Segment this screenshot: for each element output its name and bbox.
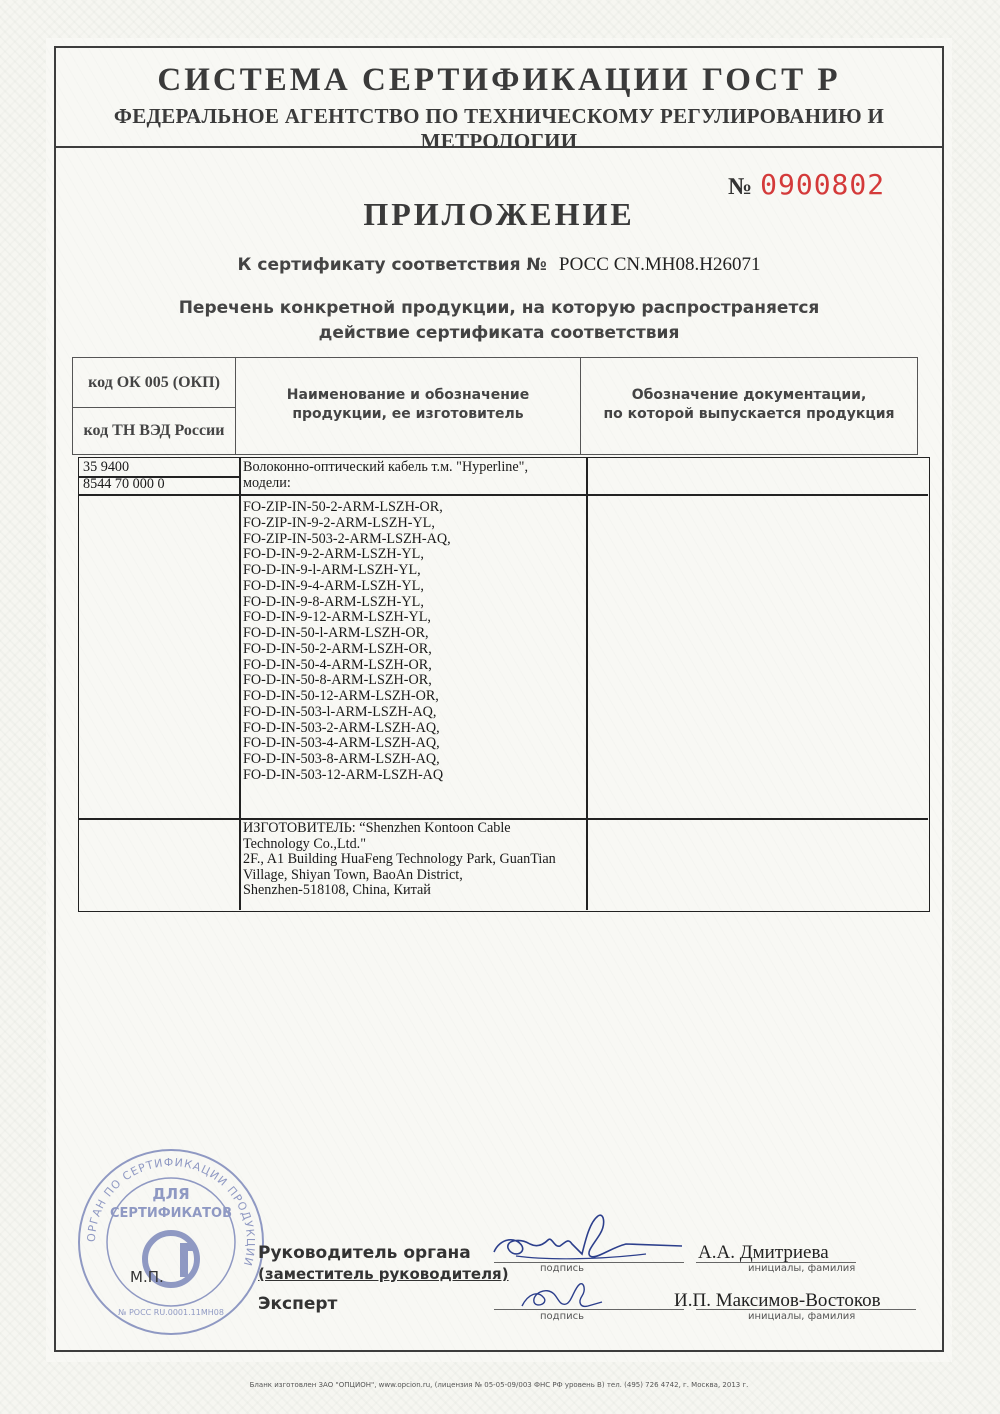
tnved-code: 8544 70 000 0 <box>83 476 165 492</box>
header-documentation-line-1: Обозначение документации, <box>631 387 867 403</box>
table-header <box>72 357 918 455</box>
stamp-text-line-1: ДЛЯ <box>152 1185 190 1203</box>
manufacturer-line: 2F., A1 Building HuaFeng Technology Park, GuanTian <box>243 851 556 867</box>
model-item: FO-D-IN-503-12-ARM-LSZH-AQ <box>243 766 444 783</box>
model-item: FO-D-IN-9-12-ARM-LSZH-YL, <box>243 609 431 626</box>
header-cell-product <box>236 358 581 454</box>
header-product-line-1: Наименование и обозначение <box>286 387 530 403</box>
certificate-reference <box>54 254 944 276</box>
head-signature <box>486 1208 686 1268</box>
expert-name: И.П. Максимов-Востоков <box>674 1290 881 1311</box>
manufacturer-line: Village, Shiyan Town, BaoAn District, <box>243 866 463 883</box>
manufacturer-line: Shenzhen-518108, China, Китай <box>243 882 431 898</box>
scope-text <box>54 296 944 346</box>
model-item: FO-D-IN-9-4-ARM-LSZH-YL, <box>243 577 424 594</box>
header-cell-tnved <box>73 408 236 454</box>
column-divider <box>239 458 241 910</box>
expert-label: Эксперт <box>258 1294 338 1314</box>
serial-value: 0900802 <box>760 168 886 201</box>
agency-title: ФЕДЕРАЛЬНОЕ АГЕНТСТВО ПО ТЕХНИЧЕСКОМУ РЕГУЛИРОВАНИЮ И МЕТРОЛОГИИ <box>113 104 885 153</box>
manufacturer-info <box>243 821 588 899</box>
header-documentation-line-2: по которой выпускается продукция <box>603 406 895 422</box>
header-tnved-label: код ТН ВЭД России <box>83 422 225 439</box>
official-stamp <box>76 1147 266 1337</box>
stamp-bottom-text: № РОСС RU.0001.11MH08 <box>118 1308 224 1317</box>
model-item: FO-D-IN-50-4-ARM-LSZH-OR, <box>243 656 432 673</box>
model-item: FO-D-IN-9-8-ARM-LSZH-YL, <box>243 593 424 610</box>
model-item: FO-D-IN-50-12-ARM-LSZH-OR, <box>243 688 439 704</box>
okp-code: 35 9400 <box>83 459 130 475</box>
stamp-ring-text: ОРГАН ПО СЕРТИФИКАЦИИ ПРОДУКЦИИ <box>84 1155 258 1269</box>
model-item: FO-D-IN-9-l-ARM-LSZH-YL, <box>243 562 421 578</box>
system-title: СИСТЕМА СЕРТИФИКАЦИИ ГОСТ Р <box>157 62 841 98</box>
header-cell-documentation <box>581 358 917 454</box>
expert-signature <box>516 1276 606 1314</box>
header-okp-label: код ОК 005 (ОКП) <box>88 374 220 391</box>
stamp-text-line-2: СЕРТИФИКАТОВ <box>110 1206 232 1221</box>
scope-line-1: Перечень конкретной продукции, на которую распространяется <box>178 298 820 318</box>
model-item: FO-ZIP-IN-503-2-ARM-LSZH-AQ, <box>243 530 451 547</box>
certificate-number: РОСС CN.MH08.H26071 <box>558 254 761 275</box>
model-item: FO-D-IN-50-8-ARM-LSZH-OR, <box>243 672 432 689</box>
header-documentation-label <box>581 386 917 424</box>
model-item: FO-ZIP-IN-50-2-ARM-LSZH-OR, <box>243 499 443 515</box>
signature-caption-expert: подпись <box>540 1311 584 1322</box>
model-list <box>243 500 588 784</box>
product-table <box>78 457 930 912</box>
certificate-label: К сертификату соответствия № <box>237 255 547 275</box>
signature-caption-head: подпись <box>540 1263 584 1274</box>
head-name: А.А. Дмитриева <box>698 1242 829 1263</box>
model-item: FO-D-IN-50-l-ARM-LSZH-OR, <box>243 625 429 641</box>
mp-label: М.П. <box>130 1268 164 1286</box>
deputy-label: (заместитель руководителя) <box>258 1265 509 1283</box>
product-name-line-1: Волоконно-оптический кабель т.м. "Hyperline", <box>243 459 529 475</box>
scope-line-2: действие сертификата соответствия <box>318 323 680 343</box>
product-name-line-2: модели: <box>243 474 291 491</box>
manufacturer-line: Technology Co.,Ltd." <box>243 835 367 852</box>
name-caption-expert: инициалы, фамилия <box>748 1311 856 1322</box>
row-divider <box>79 494 928 496</box>
model-item: FO-D-IN-503-8-ARM-LSZH-AQ, <box>243 751 440 767</box>
header-product-line-2: продукции, ее изготовитель <box>292 406 524 422</box>
name-caption-head: инициалы, фамилия <box>748 1263 856 1274</box>
model-item: FO-D-IN-503-l-ARM-LSZH-AQ, <box>243 703 437 720</box>
product-name <box>243 460 588 491</box>
model-item: FO-ZIP-IN-9-2-ARM-LSZH-YL, <box>243 514 435 531</box>
manufacturer-line: ИЗГОТОВИТЕЛЬ: “Shenzhen Kontoon Cable <box>243 820 511 836</box>
header-cell-okp <box>73 358 236 408</box>
model-item: FO-D-IN-9-2-ARM-LSZH-YL, <box>243 546 424 563</box>
head-of-body-label: Руководитель органа <box>258 1243 471 1263</box>
footer-note: Бланк изготовлен ЗАО "ОПЦИОН", www.opcion.ru, (лицензия № 05-05-09/003 ФНС РФ уровень В) тел. (495) 726 4742, г. Москва, 2013 г. <box>249 1381 749 1389</box>
serial-label: № <box>728 174 753 200</box>
header-product-label <box>236 386 580 424</box>
model-item: FO-D-IN-503-4-ARM-LSZH-AQ, <box>243 735 440 752</box>
model-item: FO-D-IN-503-2-ARM-LSZH-AQ, <box>243 719 440 736</box>
model-item: FO-D-IN-50-2-ARM-LSZH-OR, <box>243 640 432 657</box>
document-title: ПРИЛОЖЕНИЕ <box>363 196 635 232</box>
